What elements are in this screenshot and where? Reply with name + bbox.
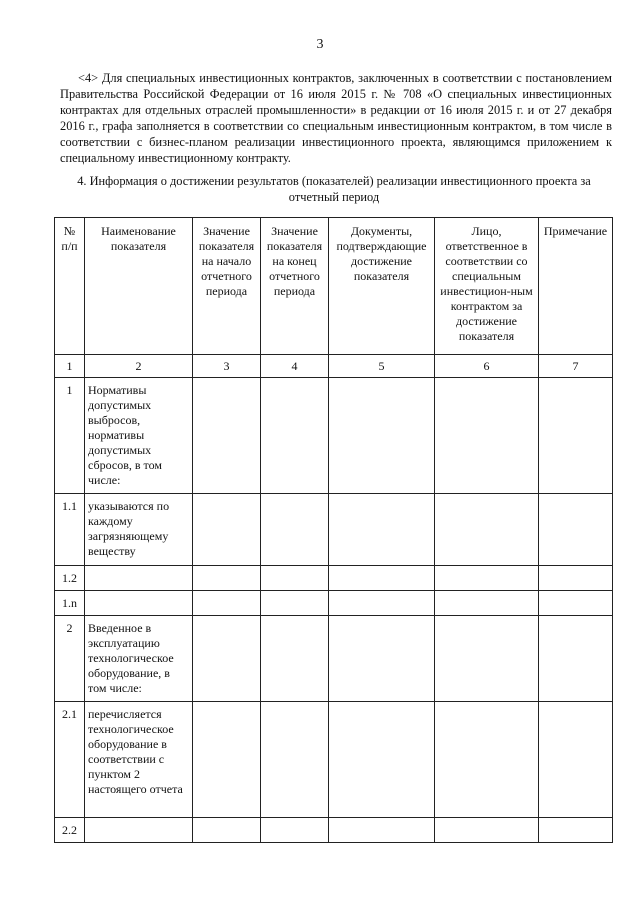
column-number: 3 — [193, 355, 261, 378]
header-responsible-person: Лицо, ответственное в соответствии со специальным инвестицион-ным контрактом за достижение показателя — [435, 218, 539, 355]
row-number: 2.2 — [62, 823, 77, 837]
row-indicator-name — [88, 591, 189, 596]
header-value-start: Значение показателя на начало отчетного периода — [193, 218, 261, 355]
header-documents: Документы, подтверждающие достижение показателя — [329, 218, 435, 355]
table-row — [55, 616, 613, 702]
header-value-end: Значение показателя на конец отчетного периода — [261, 218, 329, 355]
table-row — [55, 378, 613, 494]
column-number: 4 — [261, 355, 329, 378]
table-row — [55, 494, 613, 566]
header-indicator-name: Наименование показателя — [85, 218, 193, 355]
row-number: 1 — [66, 383, 73, 397]
section-title: 4. Информация о достижении результатов (показателей) реализации инвестиционного проекта за отчетный период — [77, 174, 591, 204]
footnote — [60, 70, 612, 166]
header-note: Примечание — [539, 218, 613, 355]
row-number: 1.1 — [62, 499, 77, 513]
column-number: 6 — [435, 355, 539, 378]
column-number: 1 — [55, 355, 85, 378]
row-number: 1.2 — [62, 571, 77, 585]
header-number: № п/п — [55, 218, 85, 355]
row-indicator-name: указываются по каждому загрязняющему веществу — [88, 499, 170, 558]
row-indicator-name: перечисляется технологическое оборудование в соответствии с пунктом 2 настоящего отчета — [88, 707, 183, 796]
column-numbers-row — [55, 355, 613, 378]
row-indicator-name — [88, 566, 189, 571]
table-row — [55, 591, 613, 616]
column-number: 5 — [329, 355, 435, 378]
row-indicator-name — [88, 818, 189, 823]
row-number: 2.1 — [62, 707, 77, 721]
table-row — [55, 702, 613, 818]
column-number: 7 — [539, 355, 613, 378]
row-number: 1.n — [62, 596, 77, 610]
column-number: 2 — [85, 355, 193, 378]
table-row — [55, 566, 613, 591]
table-row — [55, 818, 613, 843]
table-header-row — [55, 218, 613, 355]
row-indicator-name: Введенное в эксплуатацию технологическое оборудование, в том числе: — [88, 621, 174, 695]
results-table — [54, 217, 613, 843]
page-number: 3 — [316, 37, 324, 52]
row-indicator-name: Нормативы допустимых выбросов, нормативы допустимых сбросов, в том числе: — [88, 383, 162, 487]
footnote-text: <4> Для специальных инвестиционных контрактов, заключенных в соответствии с постановлением Правительства Российской Федерации от 16 июля 2015 г. № 708 «О специальных инвестиционных контрактах для отдельных отраслей промышленности» в редакции от 16 июля 2015 г. и от 27 декабря 2016 г., графа заполняется в соответствии со специальным инвестиционным контрактом, в том числе в соответствии с бизнес-планом реализации инвестиционного проекта, являющимся приложением к специальному инвестиционному контракту. — [60, 71, 612, 165]
row-number: 2 — [66, 621, 73, 635]
